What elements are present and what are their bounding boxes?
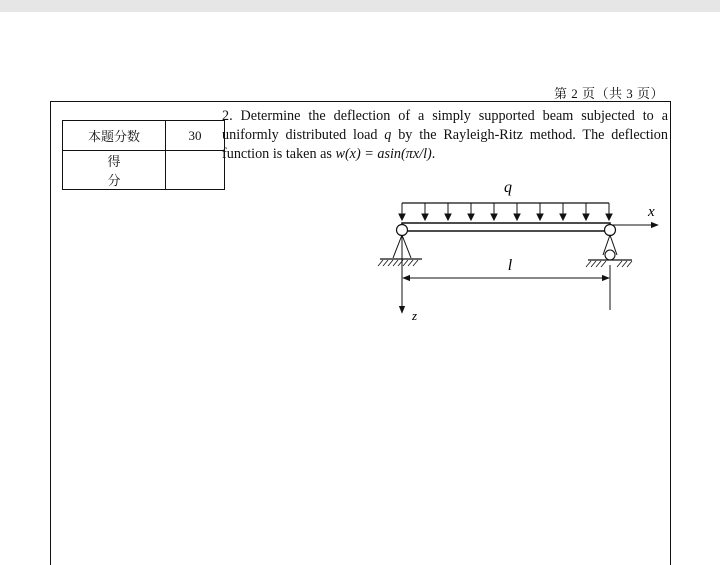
frame-top-border bbox=[50, 101, 671, 102]
beam-diagram bbox=[360, 170, 670, 330]
load-symbol: q bbox=[384, 127, 392, 143]
score-table bbox=[62, 120, 225, 190]
question-part-2: by the Rayleigh-Ritz method. The deflection function is taken as bbox=[222, 127, 668, 162]
x-axis-label: x bbox=[648, 204, 655, 220]
load-label: q bbox=[504, 179, 512, 196]
question-text bbox=[222, 107, 668, 164]
got-row bbox=[63, 151, 225, 190]
frame-left-border bbox=[50, 101, 51, 565]
beam bbox=[402, 223, 610, 231]
z-axis-label: z bbox=[412, 308, 418, 323]
got-label: 得 分 bbox=[63, 151, 166, 190]
length-label: l bbox=[507, 257, 513, 274]
load-arrows bbox=[399, 203, 612, 220]
score-value: 30 bbox=[166, 121, 225, 151]
question-part-3: . bbox=[431, 146, 436, 162]
frame-right-border bbox=[670, 101, 671, 565]
score-label: 本题分数 bbox=[63, 121, 166, 151]
page-number: 第 2 页（共 3 页） bbox=[553, 86, 664, 101]
score-row bbox=[63, 121, 225, 151]
got-value-cell[interactable] bbox=[166, 151, 225, 190]
question-part-1: 2. Determine the deflection of a simply supported beam subjected to a uniformly distributed load bbox=[222, 108, 668, 143]
top-gray-strip bbox=[0, 0, 720, 12]
deflection-formula: w(x) = asin(πx/l) bbox=[335, 146, 432, 162]
